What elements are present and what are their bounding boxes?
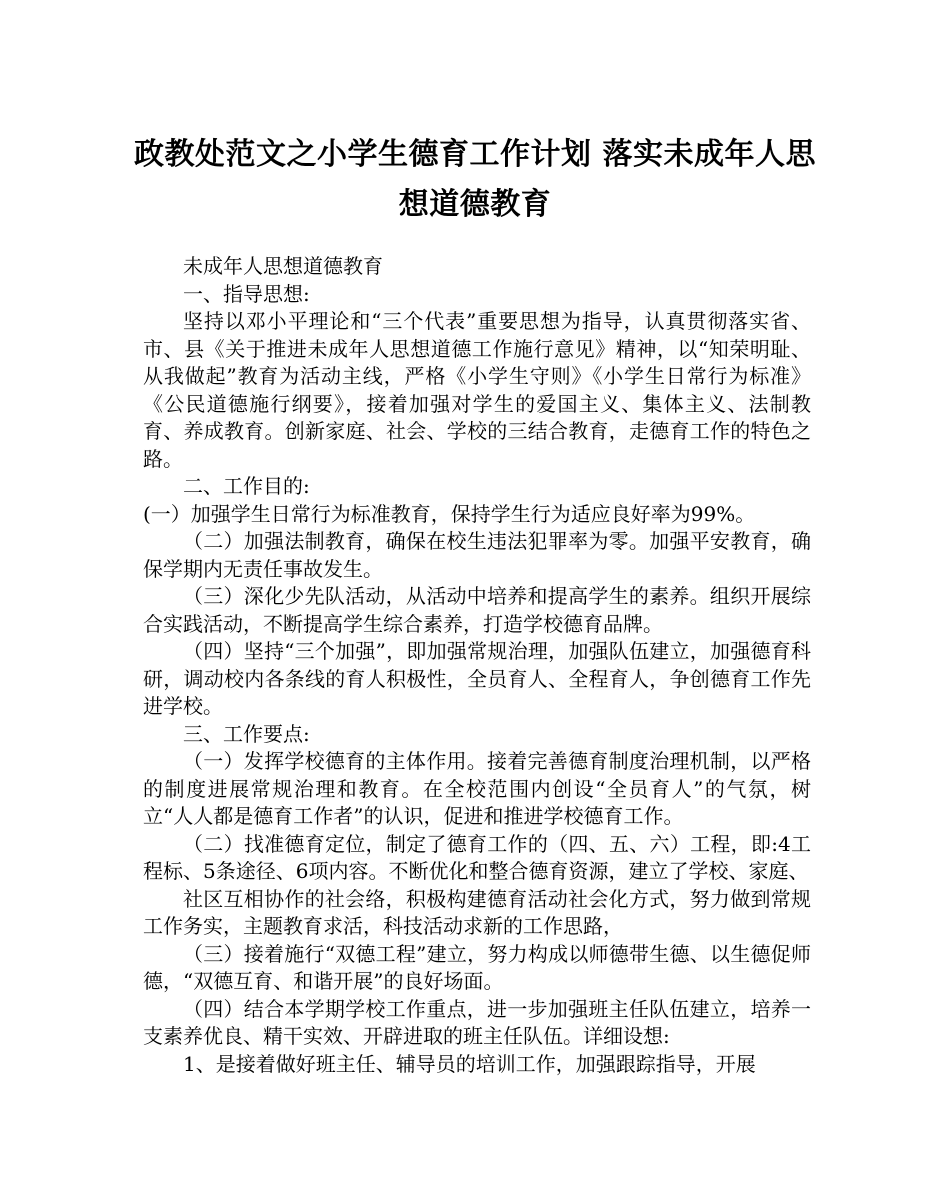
paragraph-goal-3: （三）深化少先队活动，从活动中培养和提高学生的素养。组织开展综合实践活动，不断提高学生综合素养，打造学校德育品牌。 [143, 584, 811, 636]
paragraph-goal-2: （二）加强法制教育，确保在校生违法犯罪率为零。加强平安教育，确保学期内无责任事故发生。 [143, 529, 811, 581]
paragraph-point-4: （四）结合本学期学校工作重点，进一步加强班主任队伍建立，培养一支素养优良、精干实效、开辟进取的班主任队伍。详细设想: [143, 996, 811, 1048]
paragraph-goal-1: (一）加强学生日常行为标准教育，保持学生行为适应良好率为99%。 [143, 501, 756, 526]
document-body [143, 253, 811, 1078]
paragraph-plan-item-1: 1、是接着做好班主任、辅导员的培训工作，加强跟踪指导，开展 [183, 1051, 756, 1076]
paragraph-point-2-continued: 社区互相协作的社会络，积极构建德育活动社会化方式，努力做到常规工作务实，主题教育求活，科技活动求新的工作思路， [143, 886, 811, 938]
paragraph-guiding-ideology: 坚持以邓小平理论和“三个代表”重要思想为指导，认真贯彻落实省、市、县《关于推进未成年人思想道德工作施行意见》精神，以“知荣明耻、从我做起”教育为活动主线，严格《小学生守则》《小学生日常行为标准》《公民道德施行纲要》，接着加强对学生的爱国主义、集体主义、法制教育、养成教育。创新家庭、社会、学校的三结合教育，走德育工作的特色之路。 [143, 309, 811, 471]
paragraph-point-1: （一）发挥学校德育的主体作用。接着完善德育制度治理机制，以严格的制度进展常规治理和教育。在全校范围内创设“全员育人”的气氛，树立“人人都是德育工作者”的认识，促进和推进学校德育工作。 [143, 749, 811, 828]
section-heading-work-points: 三、工作要点: [183, 721, 310, 746]
section-heading-guiding-ideology: 一、指导思想: [183, 281, 310, 306]
paragraph-point-2: （二）找准德育定位，制定了德育工作的（四、五、六）工程，即:4工程标、5条途径、6项内容。不断优化和整合德育资源，建立了学校、家庭、 [143, 831, 811, 883]
paragraph-goal-4: （四）坚持“三个加强”，即加强常规治理，加强队伍建立，加强德育科研，调动校内各条线的育人积极性，全员育人、全程育人，争创德育工作先进学校。 [143, 639, 811, 718]
subheading-minors-moral-education: 未成年人思想道德教育 [183, 254, 383, 278]
paragraph-point-3: （三）接着施行“双德工程”建立，努力构成以师德带生德、以生德促师德，“双德互育、和谐开展”的良好场面。 [143, 941, 811, 993]
document-title: 政教处范文之小学生德育工作计划 落实未成年人思想道德教育 [134, 137, 816, 222]
section-heading-work-goals: 二、工作目的: [183, 474, 310, 498]
